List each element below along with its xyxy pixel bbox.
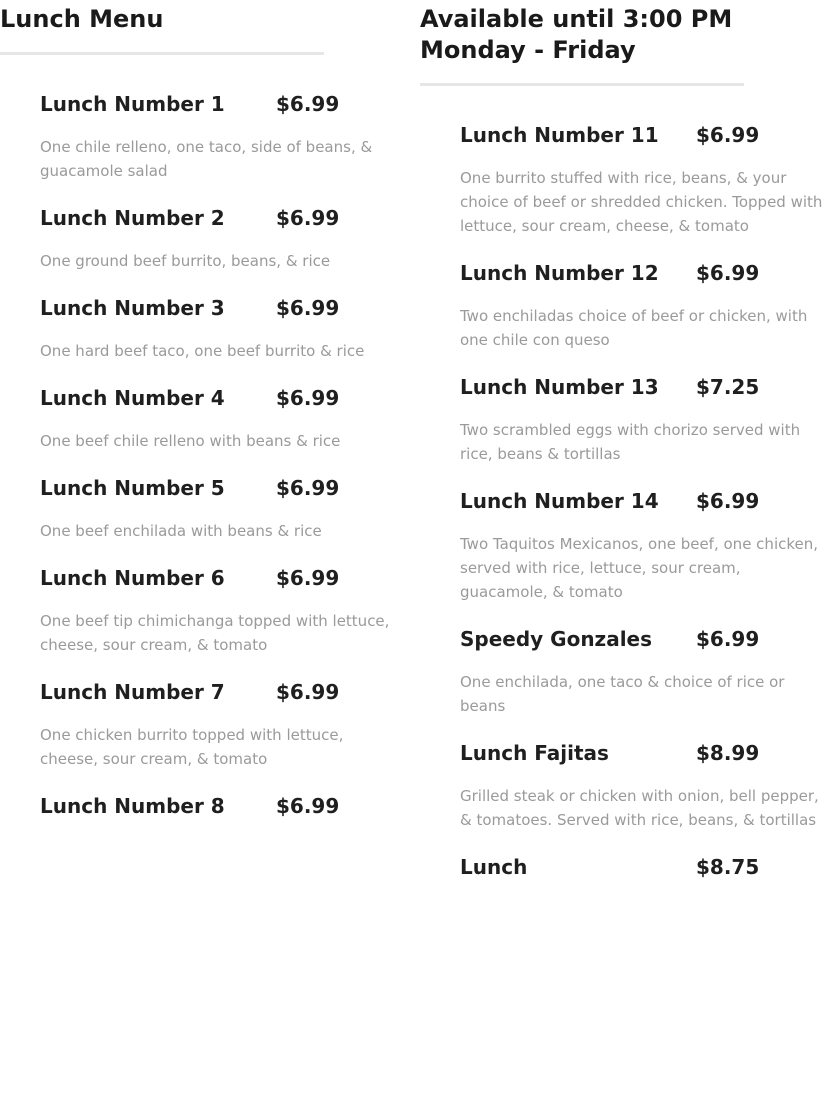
item-name: Lunch Number 13 bbox=[460, 375, 659, 399]
item-name: Lunch Number 8 bbox=[40, 794, 225, 818]
item-description: One beef enchilada with beans & rice bbox=[40, 522, 322, 540]
item-price: $8.75 bbox=[696, 855, 760, 879]
menu-item bbox=[460, 488, 840, 604]
item-description: Two Taquitos Mexicanos, one beef, one chicken, served with rice, lettuce, sour cream, guacamole, & tomato bbox=[460, 535, 819, 601]
item-name: Lunch Number 1 bbox=[40, 92, 225, 116]
item-name: Speedy Gonzales bbox=[460, 627, 653, 651]
item-name: Lunch Number 11 bbox=[460, 123, 659, 147]
menu-item bbox=[40, 565, 400, 657]
item-name: Lunch Number 6 bbox=[40, 566, 225, 590]
left-items-list bbox=[0, 55, 400, 819]
item-name: Lunch Number 2 bbox=[40, 206, 225, 230]
menu-item bbox=[460, 626, 840, 718]
menu-item bbox=[460, 740, 840, 832]
item-description: Two scrambled eggs with chorizo served with rice, beans & tortillas bbox=[460, 421, 801, 463]
item-price: $6.99 bbox=[276, 386, 340, 410]
item-description: Two enchiladas choice of beef or chicken, with one chile con queso bbox=[460, 307, 808, 349]
item-name: Lunch Number 12 bbox=[460, 261, 659, 285]
menu-item bbox=[40, 385, 400, 453]
item-price: $6.99 bbox=[696, 261, 760, 285]
availability-hours: Available until 3:00 PM bbox=[420, 5, 733, 33]
item-price: $6.99 bbox=[696, 489, 760, 513]
item-name: Lunch Number 14 bbox=[460, 489, 659, 513]
right-menu-column bbox=[420, 0, 840, 902]
item-price: $6.99 bbox=[276, 476, 340, 500]
menu-item bbox=[40, 205, 400, 273]
item-name: Lunch bbox=[460, 855, 528, 879]
menu-item bbox=[40, 91, 400, 183]
item-price: $6.99 bbox=[276, 566, 340, 590]
item-price: $6.99 bbox=[276, 296, 340, 320]
item-price: $7.25 bbox=[696, 375, 760, 399]
item-description: Grilled steak or chicken with onion, bell pepper, & tomatoes. Served with rice, beans, & tortillas bbox=[460, 787, 819, 829]
item-description: One beef chile relleno with beans & rice bbox=[40, 432, 341, 450]
item-price: $6.99 bbox=[276, 794, 340, 818]
menu-item bbox=[40, 295, 400, 363]
menu-item bbox=[40, 679, 400, 771]
item-name: Lunch Fajitas bbox=[460, 741, 609, 765]
item-price: $6.99 bbox=[276, 206, 340, 230]
menu-item bbox=[460, 260, 840, 352]
right-items-list bbox=[420, 86, 840, 880]
menu-item bbox=[40, 475, 400, 543]
menu-title: Lunch Menu bbox=[0, 5, 164, 33]
left-menu-column bbox=[0, 0, 400, 841]
item-price: $8.99 bbox=[696, 741, 760, 765]
item-price: $6.99 bbox=[276, 92, 340, 116]
item-price: $6.99 bbox=[276, 680, 340, 704]
menu-item bbox=[460, 122, 840, 238]
item-description: One enchilada, one taco & choice of rice or beans bbox=[460, 673, 785, 715]
item-description: One hard beef taco, one beef burrito & rice bbox=[40, 342, 365, 360]
item-price: $6.99 bbox=[696, 123, 760, 147]
menu-item bbox=[460, 854, 840, 880]
item-name: Lunch Number 7 bbox=[40, 680, 225, 704]
item-name: Lunch Number 4 bbox=[40, 386, 225, 410]
item-name: Lunch Number 3 bbox=[40, 296, 225, 320]
availability-heading bbox=[420, 0, 840, 66]
menu-item bbox=[40, 793, 400, 819]
item-description: One chicken burrito topped with lettuce, cheese, sour cream, & tomato bbox=[40, 726, 344, 768]
item-description: One burrito stuffed with rice, beans, & your choice of beef or shredded chicken. Topped with lettuce, sour cream, cheese, & tomato bbox=[460, 169, 823, 235]
item-name: Lunch Number 5 bbox=[40, 476, 225, 500]
item-price: $6.99 bbox=[696, 627, 760, 651]
availability-days: Monday - Friday bbox=[420, 36, 636, 64]
item-description: One beef tip chimichanga topped with lettuce, cheese, sour cream, & tomato bbox=[40, 612, 390, 654]
item-description: One chile relleno, one taco, side of beans, & guacamole salad bbox=[40, 138, 373, 180]
menu-item bbox=[460, 374, 840, 466]
item-description: One ground beef burrito, beans, & rice bbox=[40, 252, 331, 270]
